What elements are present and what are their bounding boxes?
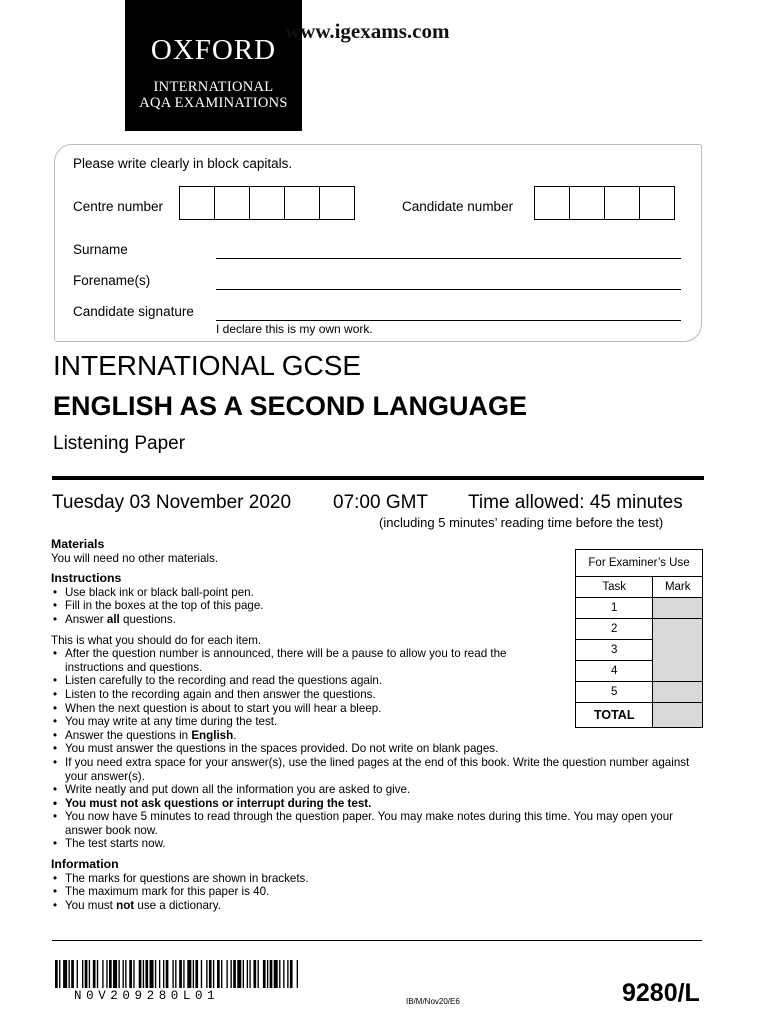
paper-code: 9280/L [622,979,700,1007]
candidate-number-box[interactable] [569,186,605,220]
oxford-aqa-logo [125,0,302,131]
logo-sub-line-2: AQA EXAMINATIONS [139,95,288,111]
list-item: • Write neatly and put down all the information you are asked to give. [51,783,711,797]
time-allowed: Time allowed: 45 minutes [468,492,683,513]
list-item: • Listen to the recording again and then answer the questions. [51,688,711,702]
list-item: • If you need extra space for your answer(s), use the lined pages at the end of this book. Write the question number against your answer(s). [51,756,711,783]
emphasis: all [106,612,120,626]
information-list [51,872,711,913]
document-reference: IB/M/Nov20/E6 [406,997,460,1006]
logo-sub-line-1: INTERNATIONAL [153,79,274,95]
mark-column-header: Mark [653,577,703,598]
list-item: • You must answer the questions in the spaces provided. Do not write on blank pages. [51,742,711,756]
reading-time-note: (including 5 minutes’ reading time before the test) [379,515,664,530]
task-column-header: Task [576,577,653,598]
centre-number-box[interactable] [319,186,355,220]
list-item: • Listen carefully to the recording and read the questions again. [51,674,711,688]
website-watermark: www.igexams.com [285,19,450,43]
signature-label: Candidate signature [73,304,194,319]
centre-number-box[interactable] [284,186,320,220]
list-item: • You now have 5 minutes to read through the question paper. You may make notes during this time. You may open your answer book now. [51,810,711,837]
footer-divider [52,940,702,941]
list-item: • The maximum mark for this paper is 40. [51,885,711,899]
barcode-text: N0V209280L01 [74,989,220,1003]
mark-cell[interactable] [653,682,703,703]
subject-title: ENGLISH AS A SECOND LANGUAGE [53,391,528,421]
list-item: • After the question number is announced, there will be a pause to allow you to read the instructions and questions. [51,647,555,674]
block-capitals-instruction: Please write clearly in block capitals. [73,156,293,171]
list-item: • You may write at any time during the test. [51,715,711,729]
list-item: • You must not use a dictionary. [51,899,711,913]
candidate-number-box[interactable] [534,186,570,220]
exam-time: 07:00 GMT [333,492,429,513]
task-number: 4 [576,661,653,682]
list-item: • When the next question is about to start you will hear a bleep. [51,702,711,716]
list-item: • Answer the questions in English. [51,729,711,743]
forename-line[interactable] [216,289,681,290]
list-item: • Fill in the boxes at the top of this page. [51,599,541,613]
mark-cell[interactable] [653,619,703,682]
surname-label: Surname [73,242,128,257]
task-number: 1 [576,598,653,619]
materials-heading: Materials [51,537,105,551]
logo-subtitle [125,79,302,111]
exam-date: Tuesday 03 November 2020 [52,492,292,513]
list-item: • Use black ink or black ball-point pen. [51,586,541,600]
signature-line[interactable] [216,320,681,321]
instructions-list [51,586,541,627]
candidate-number-boxes[interactable] [535,186,675,220]
declaration-text: I declare this is my own work. [216,322,373,336]
list-item: • The marks for questions are shown in brackets. [51,872,711,886]
centre-number-box[interactable] [214,186,250,220]
paper-title: Listening Paper [53,433,186,454]
materials-text: You will need no other materials. [51,551,219,565]
forename-label: Forename(s) [73,273,151,288]
total-mark-cell[interactable] [653,703,703,728]
emphasis: not [116,898,135,912]
candidate-number-label: Candidate number [402,199,514,214]
task-number: 5 [576,682,653,703]
mark-cell[interactable] [653,598,703,619]
qualification-title: INTERNATIONAL GCSE [53,350,362,381]
examiner-use-table [575,549,703,728]
surname-line[interactable] [216,258,681,259]
centre-number-box[interactable] [179,186,215,220]
barcode [55,960,299,988]
list-item: • You must not ask questions or interrupt during the test. [51,797,711,811]
list-item: • The test starts now. [51,837,711,851]
centre-number-box[interactable] [249,186,285,220]
information-heading: Information [51,857,119,872]
task-number: 3 [576,640,653,661]
instructions-heading: Instructions [51,571,122,586]
candidate-number-box[interactable] [639,186,675,220]
examiner-table-title: For Examiner’s Use [576,550,703,577]
steps-intro: This is what you should do for each item. [51,633,262,647]
logo-oxford-text: OXFORD [150,34,277,66]
list-item: • Answer all questions. [51,613,541,627]
heading-divider [52,476,704,480]
task-number: 2 [576,619,653,640]
candidate-number-box[interactable] [604,186,640,220]
emphasis: English [191,728,234,742]
centre-number-label: Centre number [73,199,164,214]
total-label: TOTAL [576,703,653,728]
centre-number-boxes[interactable] [180,186,355,220]
candidate-details-box [54,144,702,342]
